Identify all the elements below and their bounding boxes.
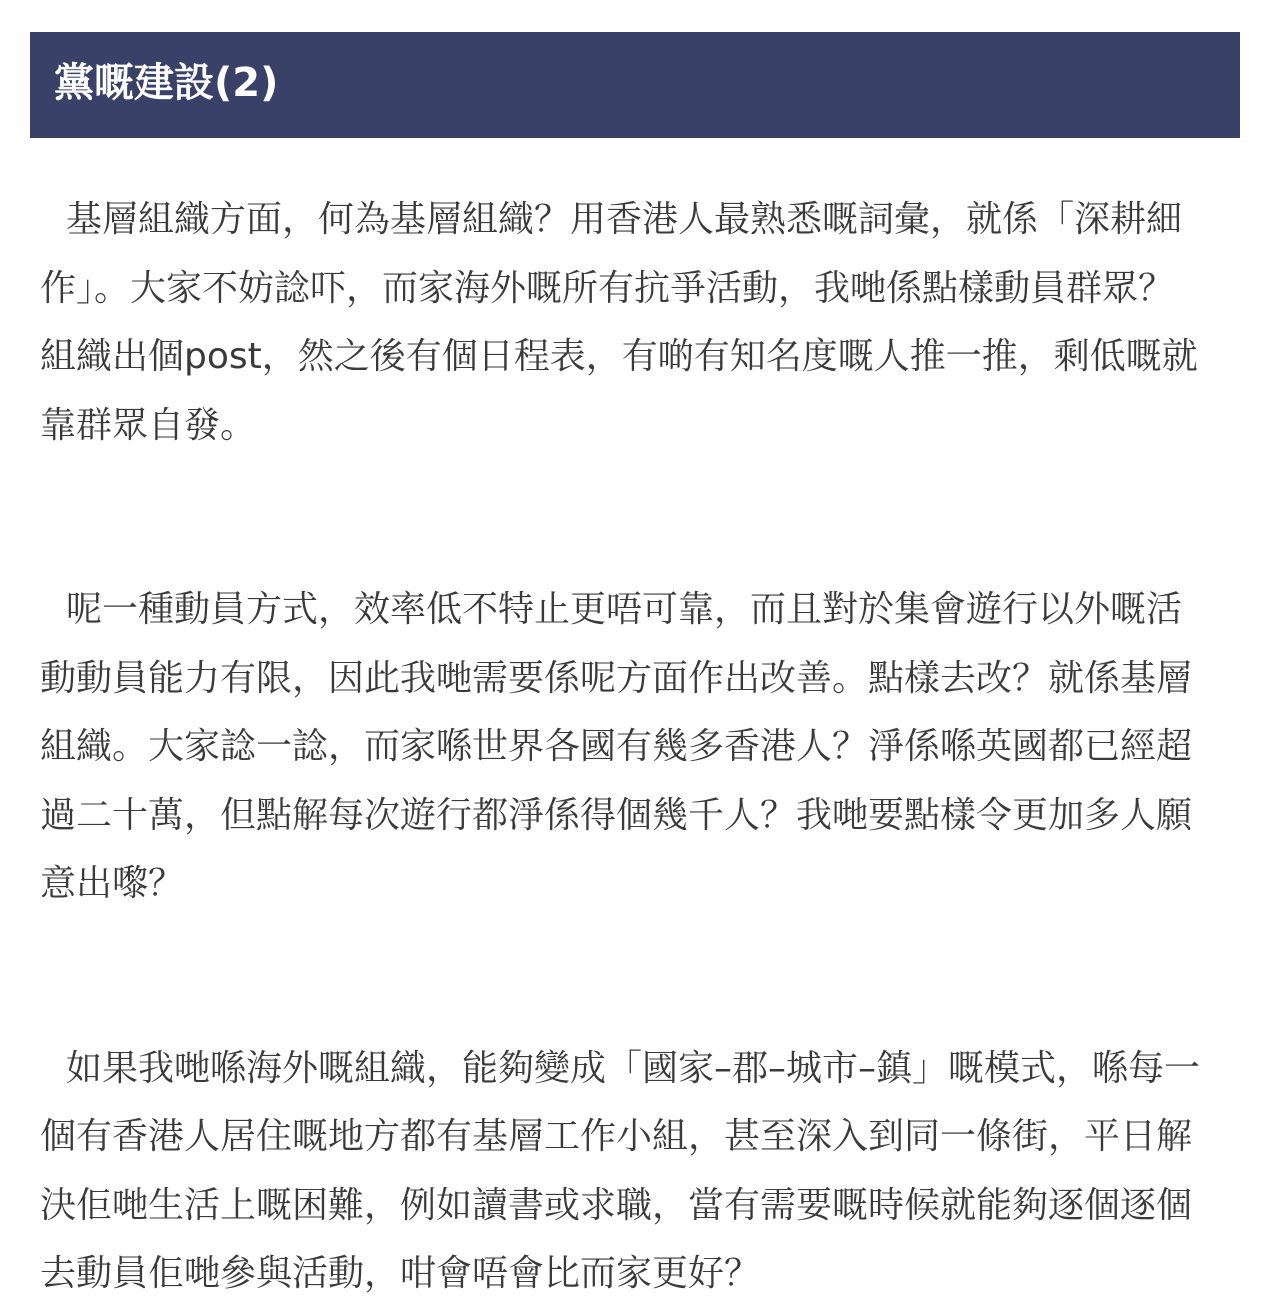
- page-title: 黨嘅建設(2): [54, 60, 279, 106]
- paragraph-2: 呢一種動員方式，效率低不特止更唔可靠，而且對於集會遊行以外嘅活動動員能力有限，因此我哋需要係呢方面作出改善。點樣去改？就係基層組織。大家諗一諗，而家喺世界各國有幾多香港人？淨係喺英國都已經超過二十萬，但點解每次遊行都淨係得個幾千人？我哋要點樣令更加多人願意出嚟？: [40, 589, 1193, 904]
- paragraph-1: 基層組織方面，何為基層組織？用香港人最熟悉嘅詞彙，就係「深耕細作」。大家不妨諗吓，而家海外嘅所有抗爭活動，我哋係點樣動員群眾？組織出個post，然之後有個日程表，有啲有知名度嘅人推一推，剩低嘅就靠群眾自發。: [40, 199, 1198, 446]
- article-body: [40, 186, 1208, 1309]
- paragraph-3: 如果我哋喺海外嘅組織，能夠變成「國家–郡–城市–鎮」嘅模式，喺每一個有香港人居住嘅地方都有基層工作小組，甚至深入到同一條街，平日解決佢哋生活上嘅困難，例如讀書或求職，當有需要嘅時候就能夠逐個逐個去動員佢哋參與活動，咁會唔會比而家更好？: [40, 1047, 1201, 1294]
- title-banner: [30, 32, 1240, 138]
